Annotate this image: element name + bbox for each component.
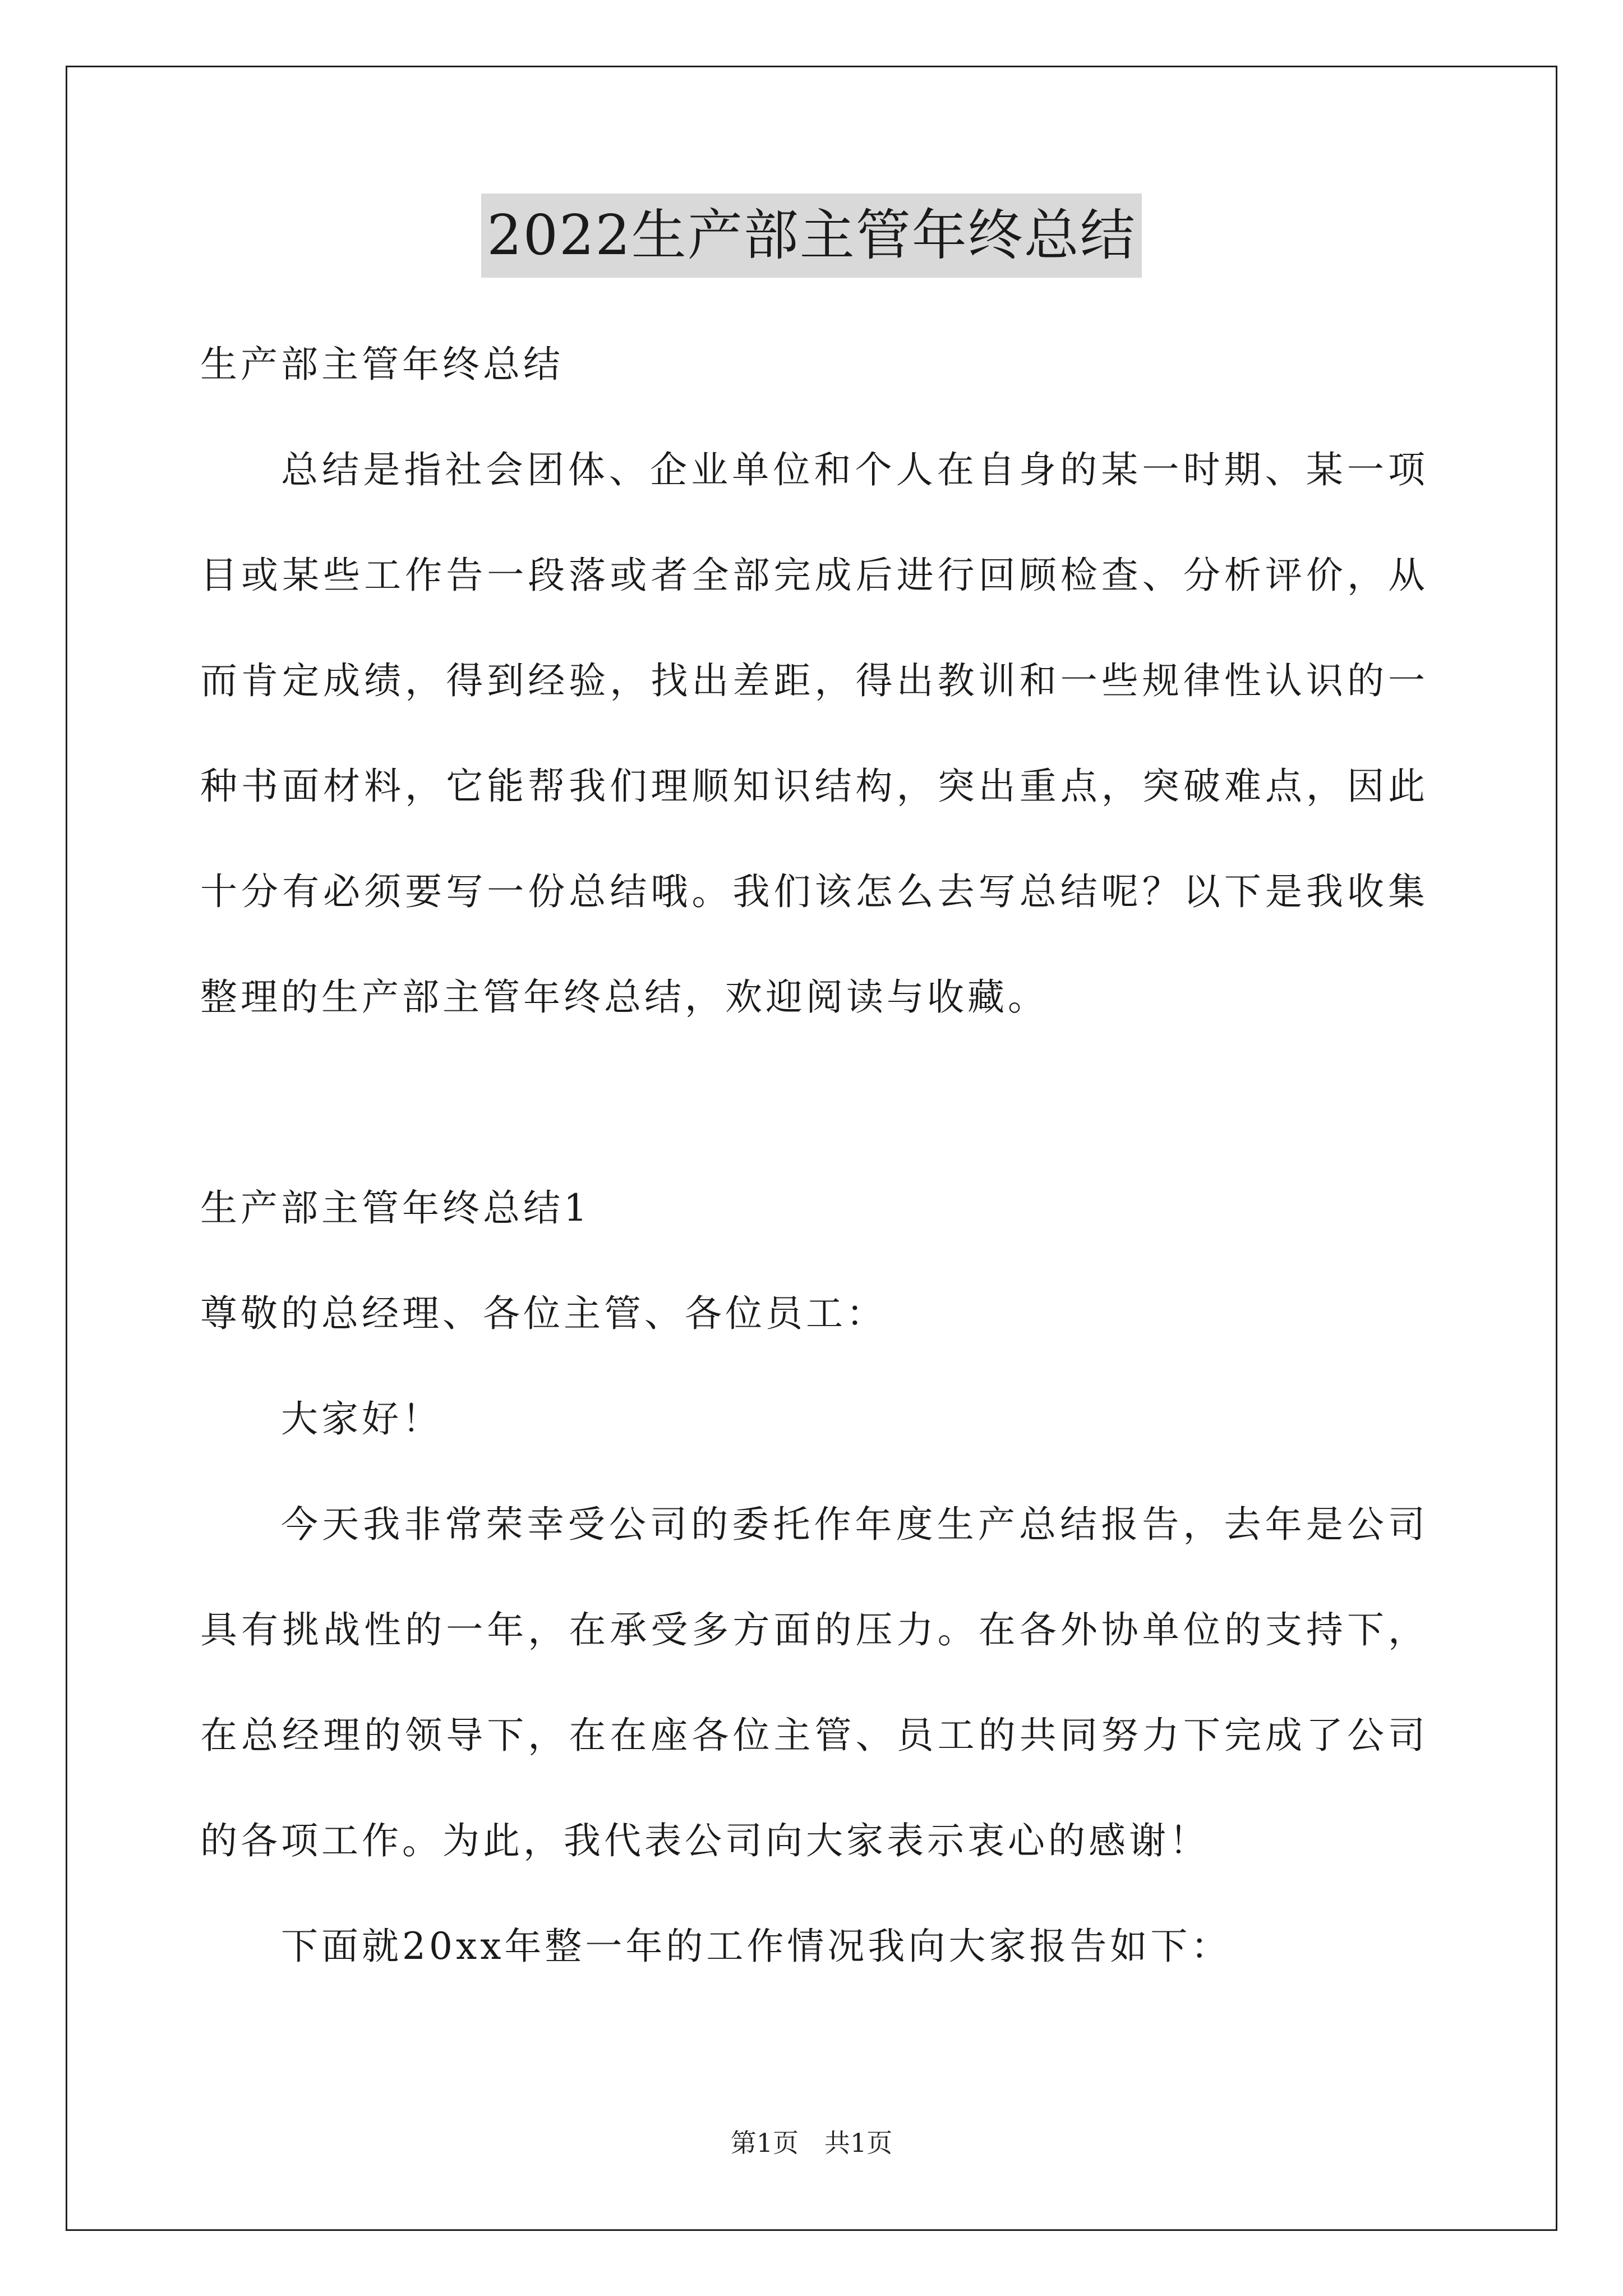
paragraph-line: 种书面材料，它能帮我们理顺知识结构，突出重点，突破难点，因此	[200, 765, 1428, 808]
paragraph-line: 下面就20xx年整一年的工作情况我向大家报告如下：	[281, 1925, 1232, 1968]
document-title: 2022生产部主管年终总结	[481, 194, 1141, 278]
section-heading: 生产部主管年终总结1	[200, 1186, 591, 1230]
blank-line	[200, 1050, 1428, 1156]
subtitle-line: 生产部主管年终总结	[200, 343, 564, 386]
salutation-line: 尊敬的总经理、各位主管、各位员工：	[200, 1292, 887, 1335]
paragraph-line: 整理的生产部主管年终总结，欢迎阅读与收藏。	[200, 976, 1048, 1019]
paragraph-line: 目或某些工作告一段落或者全部完成后进行回顾检查、分析评价，从	[200, 554, 1428, 597]
paragraph-line: 总结是指社会团体、企业单位和个人在自身的某一时期、某一项	[281, 448, 1428, 491]
paragraph-line: 十分有必须要写一份总结哦。我们该怎么去写总结呢？以下是我收集	[200, 870, 1428, 913]
document-body	[200, 312, 1428, 1999]
paragraph-line: 具有挑战性的一年，在承受多方面的压力。在各外协单位的支持下，	[200, 1608, 1428, 1651]
paragraph-line: 而肯定成绩，得到经验，找出差距，得出教训和一些规律性认识的一	[200, 659, 1428, 702]
title-container	[0, 194, 1623, 278]
page-footer: 第1页 共1页	[730, 2128, 893, 2158]
paragraph-line: 的各项工作。为此，我代表公司向大家表示衷心的感谢！	[200, 1819, 1210, 1862]
greeting-line: 大家好！	[281, 1397, 442, 1441]
paragraph-line: 在总经理的领导下，在在座各位主管、员工的共同努力下完成了公司	[200, 1714, 1428, 1757]
paragraph-line: 今天我非常荣幸受公司的委托作年度生产总结报告，去年是公司	[281, 1503, 1428, 1546]
